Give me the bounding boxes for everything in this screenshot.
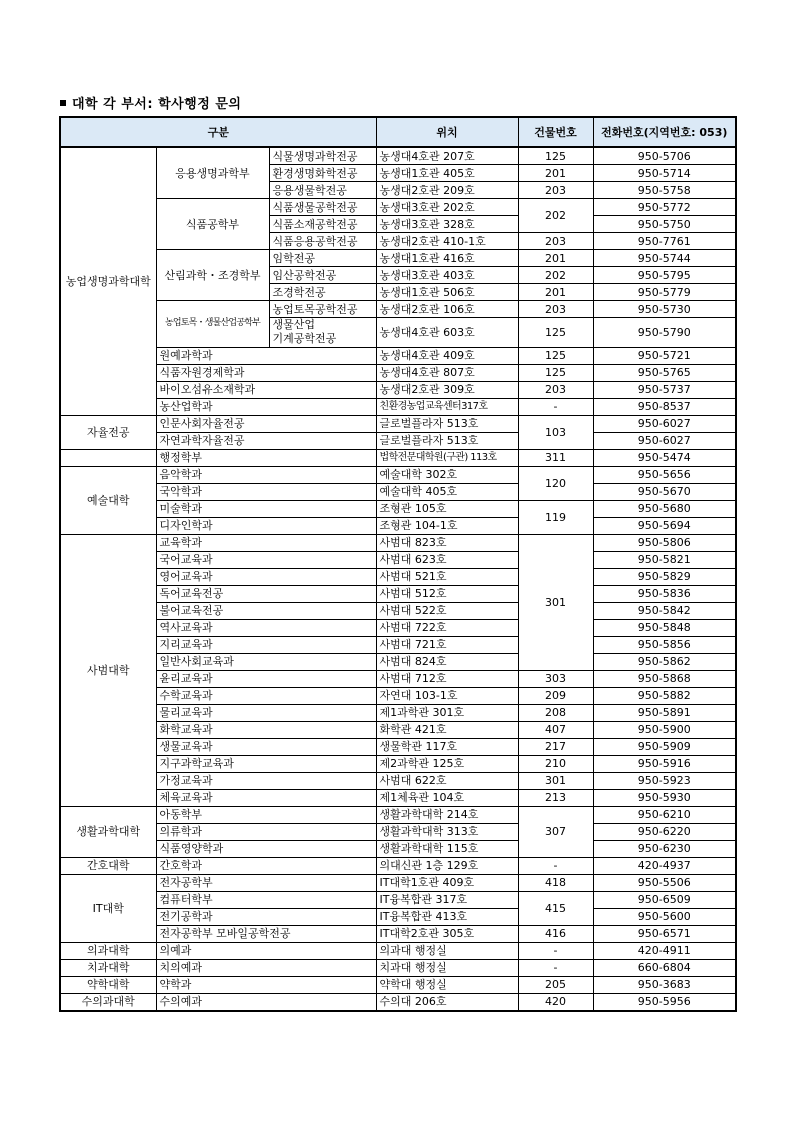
location-cell: 자연대 103-1호 [376,687,518,704]
phone-cell: 950-5842 [593,602,736,619]
table-row [60,517,736,534]
location-cell: 화학관 421호 [376,721,518,738]
contact-table [59,116,737,1012]
phone-cell: 950-6509 [593,891,736,908]
table-row [60,908,736,925]
phone-cell: 950-5730 [593,301,736,318]
dept-cell: 독어교육전공 [156,585,376,602]
location-cell: 농생대4호관 409호 [376,347,518,364]
dept-cell: 임학전공 [269,250,376,267]
dept-cell: 원예과학과 [156,347,376,364]
dept-cell: 윤리교육과 [156,670,376,687]
phone-cell: 950-5706 [593,147,736,165]
college-cell: 약학대학 [60,976,156,993]
phone-cell: 950-5868 [593,670,736,687]
table-row [60,721,736,738]
dept-cell: 전기공학과 [156,908,376,925]
dept-cell: 수의예과 [156,993,376,1011]
location-cell: 농생대4호관 207호 [376,147,518,165]
table-row [60,840,736,857]
college-cell: 생활과학대학 [60,806,156,857]
building-cell: 201 [518,165,593,182]
building-cell: 307 [518,806,593,857]
dept-cell: 의류학과 [156,823,376,840]
building-cell: 203 [518,381,593,398]
building-cell: 120 [518,466,593,500]
phone-cell: 950-5856 [593,636,736,653]
phone-cell: 950-5891 [593,704,736,721]
table-row [60,619,736,636]
phone-cell: 950-5806 [593,534,736,551]
location-cell: 약학대 행정실 [376,976,518,993]
building-cell: 125 [518,364,593,381]
college-cell: 수의과대학 [60,993,156,1011]
phone-cell: 950-5862 [593,653,736,670]
dept-cell: 아동학부 [156,806,376,823]
phone-cell: 950-5737 [593,381,736,398]
table-row [60,755,736,772]
phone-cell: 950-5750 [593,216,736,233]
dept-cell: 미술학과 [156,500,376,517]
location-cell: 농생대3호관 328호 [376,216,518,233]
phone-cell: 950-5836 [593,585,736,602]
building-cell: - [518,942,593,959]
dept-cell: 인문사회자율전공 [156,415,376,432]
group-cell: 산림과학・조경학부 [156,250,269,301]
phone-cell: 950-5821 [593,551,736,568]
phone-cell: 950-5848 [593,619,736,636]
table-row [60,381,736,398]
location-cell: 농생대4호관 807호 [376,364,518,381]
location-cell: 사범대 824호 [376,653,518,670]
table-row [60,942,736,959]
location-cell: 농생대2호관 309호 [376,381,518,398]
location-cell: 농생대1호관 506호 [376,284,518,301]
phone-cell: 950-8537 [593,398,736,415]
header-location: 위치 [376,117,518,147]
building-cell: 125 [518,147,593,165]
group-cell: 농업토목・생물산업공학부 [156,301,269,348]
table-row [60,534,736,551]
table-row [60,789,736,806]
bullet-square-icon [60,100,66,106]
dept-cell: 생물교육과 [156,738,376,755]
location-cell: 농생대3호관 202호 [376,199,518,216]
building-cell: 125 [518,347,593,364]
table-row [60,891,736,908]
building-cell: 311 [518,449,593,466]
dept-cell: 환경생명화학전공 [269,165,376,182]
college-cell: 치과대학 [60,959,156,976]
phone-cell: 950-5506 [593,874,736,891]
location-cell: 글로벌플라자 513호 [376,415,518,432]
dept-cell: 행정학부 [156,449,376,466]
header-dept: 구분 [60,117,376,147]
table-row [60,857,736,874]
building-cell: 217 [518,738,593,755]
location-cell: 수의대 206호 [376,993,518,1011]
phone-cell: 420-4937 [593,857,736,874]
page-title [60,93,241,112]
location-cell: 사범대 623호 [376,551,518,568]
location-cell: 사범대 823호 [376,534,518,551]
dept-cell: 역사교육과 [156,619,376,636]
table-row [60,704,736,721]
table-row [60,823,736,840]
dept-cell: 음악학과 [156,466,376,483]
phone-cell: 950-5923 [593,772,736,789]
table-header-row [60,117,736,147]
phone-cell: 950-5956 [593,993,736,1011]
location-cell: 친환경농업교육센터317호 [376,398,518,415]
phone-cell: 950-5909 [593,738,736,755]
dept-cell: 식품영양학과 [156,840,376,857]
phone-cell: 950-3683 [593,976,736,993]
building-cell: 202 [518,267,593,284]
table-row [60,147,736,165]
dept-cell: 가정교육과 [156,772,376,789]
location-cell: 예술대학 405호 [376,483,518,500]
location-cell: 제1과학관 301호 [376,704,518,721]
header-building: 건물번호 [518,117,593,147]
phone-cell: 950-5900 [593,721,736,738]
phone-cell: 950-5765 [593,364,736,381]
dept-cell: 임산공학전공 [269,267,376,284]
table-row [60,301,736,318]
table-row [60,398,736,415]
table-row [60,449,736,466]
building-cell: 420 [518,993,593,1011]
location-cell: 생활과학대학 313호 [376,823,518,840]
table-row [60,364,736,381]
location-cell: IT융복합관 317호 [376,891,518,908]
dept-cell: 체육교육과 [156,789,376,806]
location-cell: 농생대3호관 403호 [376,267,518,284]
college-cell-empty [60,449,156,466]
dept-cell: 물리교육과 [156,704,376,721]
table-row [60,466,736,483]
dept-cell: 식품자원경제학과 [156,364,376,381]
table-row [60,483,736,500]
table-row [60,551,736,568]
building-cell: 208 [518,704,593,721]
phone-cell: 950-7761 [593,233,736,250]
location-cell: 사범대 722호 [376,619,518,636]
phone-cell: 950-5744 [593,250,736,267]
phone-cell: 950-5790 [593,318,736,348]
location-cell: 조형관 105호 [376,500,518,517]
phone-cell: 950-5714 [593,165,736,182]
table-row [60,806,736,823]
college-cell: 예술대학 [60,466,156,534]
dept-cell: 식물생명과학전공 [269,147,376,165]
table-row [60,959,736,976]
building-cell: 213 [518,789,593,806]
phone-cell: 950-5930 [593,789,736,806]
building-cell: 125 [518,318,593,348]
dept-cell: 수학교육과 [156,687,376,704]
building-cell: 210 [518,755,593,772]
location-cell: IT융복합관 413호 [376,908,518,925]
header-phone: 전화번호(지역번호: 053) [593,117,736,147]
phone-cell: 950-5795 [593,267,736,284]
phone-cell: 950-6220 [593,823,736,840]
dept-cell: 지구과학교육과 [156,755,376,772]
phone-cell: 950-5670 [593,483,736,500]
building-cell: 303 [518,670,593,687]
dept-cell: 식품응용공학전공 [269,233,376,250]
group-cell: 응용생명과학부 [156,147,269,199]
college-cell: 농업생명과학대학 [60,147,156,415]
table-row [60,602,736,619]
dept-cell: 불어교육전공 [156,602,376,619]
building-cell: 209 [518,687,593,704]
college-cell: 간호대학 [60,857,156,874]
building-cell: 415 [518,891,593,925]
dept-cell: 응용생물학전공 [269,182,376,199]
table-row [60,636,736,653]
phone-cell: 950-6027 [593,432,736,449]
dept-cell: 영어교육과 [156,568,376,585]
dept-cell: 치의예과 [156,959,376,976]
location-cell: 사범대 622호 [376,772,518,789]
phone-cell: 950-5916 [593,755,736,772]
building-cell: 201 [518,284,593,301]
building-cell: 301 [518,534,593,670]
location-cell: 농생대1호관 405호 [376,165,518,182]
building-cell: 201 [518,250,593,267]
location-cell: 농생대2호관 209호 [376,182,518,199]
dept-cell: 화학교육과 [156,721,376,738]
location-cell: 사범대 512호 [376,585,518,602]
table-row [60,925,736,942]
building-cell: 418 [518,874,593,891]
location-cell: 농생대2호관 410-1호 [376,233,518,250]
dept-cell: 자연과학자율전공 [156,432,376,449]
table-row [60,347,736,364]
table-row [60,976,736,993]
college-cell: IT대학 [60,874,156,942]
dept-cell: 생물산업 기계공학전공 [269,318,376,348]
phone-cell: 950-5721 [593,347,736,364]
table-row [60,415,736,432]
location-cell: 치과대 행정실 [376,959,518,976]
phone-cell: 950-5474 [593,449,736,466]
building-cell: 416 [518,925,593,942]
location-cell: 농생대2호관 106호 [376,301,518,318]
table-row [60,993,736,1011]
phone-cell: 950-6027 [593,415,736,432]
building-cell: 205 [518,976,593,993]
table-row [60,772,736,789]
location-cell: 사범대 522호 [376,602,518,619]
location-cell: 생물학관 117호 [376,738,518,755]
building-cell: 407 [518,721,593,738]
page-title-text: 대학 각 부서: 학사행정 문의 [72,97,242,112]
phone-cell: 950-5779 [593,284,736,301]
location-cell: 의과대 행정실 [376,942,518,959]
dept-cell: 식품소재공학전공 [269,216,376,233]
building-cell: - [518,398,593,415]
location-cell: 농생대4호관 603호 [376,318,518,348]
location-cell: 예술대학 302호 [376,466,518,483]
building-cell: 203 [518,233,593,250]
college-cell: 사범대학 [60,534,156,806]
phone-cell: 950-5600 [593,908,736,925]
phone-cell: 950-5772 [593,199,736,216]
location-cell: IT대학2호관 305호 [376,925,518,942]
building-cell: 301 [518,772,593,789]
dept-cell: 조경학전공 [269,284,376,301]
dept-cell: 일반사회교육과 [156,653,376,670]
group-cell: 식품공학부 [156,199,269,250]
phone-cell: 420-4911 [593,942,736,959]
phone-cell: 950-5829 [593,568,736,585]
table-row [60,738,736,755]
location-cell: IT대학1호관 409호 [376,874,518,891]
table-row [60,585,736,602]
dept-cell: 농산업학과 [156,398,376,415]
phone-cell: 950-5758 [593,182,736,199]
table-row [60,432,736,449]
dept-cell: 전자공학부 [156,874,376,891]
dept-cell: 교육학과 [156,534,376,551]
table-row [60,500,736,517]
location-cell: 사범대 721호 [376,636,518,653]
table-row [60,687,736,704]
building-cell: 103 [518,415,593,449]
dept-cell: 국어교육과 [156,551,376,568]
building-cell: - [518,857,593,874]
phone-cell: 660-6804 [593,959,736,976]
location-cell: 제1체육관 104호 [376,789,518,806]
dept-cell: 약학과 [156,976,376,993]
dept-cell: 전자공학부 모바일공학전공 [156,925,376,942]
building-cell: - [518,959,593,976]
phone-cell: 950-6230 [593,840,736,857]
dept-cell: 농업토목공학전공 [269,301,376,318]
location-cell: 생활과학대학 115호 [376,840,518,857]
building-cell: 203 [518,301,593,318]
phone-cell: 950-5680 [593,500,736,517]
table-row [60,199,736,216]
location-cell: 법학전문대학원(구관) 113호 [376,449,518,466]
phone-cell: 950-5694 [593,517,736,534]
building-cell: 119 [518,500,593,534]
location-cell: 조형관 104-1호 [376,517,518,534]
dept-cell: 국악학과 [156,483,376,500]
phone-cell: 950-6210 [593,806,736,823]
table-row [60,568,736,585]
phone-cell: 950-5656 [593,466,736,483]
dept-cell: 지리교육과 [156,636,376,653]
table-row [60,874,736,891]
college-cell: 의과대학 [60,942,156,959]
dept-cell: 컴퓨터학부 [156,891,376,908]
location-cell: 제2과학관 125호 [376,755,518,772]
location-cell: 생활과학대학 214호 [376,806,518,823]
location-cell: 글로벌플라자 513호 [376,432,518,449]
location-cell: 농생대1호관 416호 [376,250,518,267]
table-row [60,653,736,670]
dept-cell: 디자인학과 [156,517,376,534]
phone-cell: 950-6571 [593,925,736,942]
location-cell: 사범대 521호 [376,568,518,585]
location-cell: 사범대 712호 [376,670,518,687]
college-cell: 자율전공 [60,415,156,449]
dept-cell: 바이오섬유소재학과 [156,381,376,398]
building-cell: 203 [518,182,593,199]
phone-cell: 950-5882 [593,687,736,704]
table-row [60,670,736,687]
table-row [60,250,736,267]
dept-cell: 간호학과 [156,857,376,874]
building-cell: 202 [518,199,593,233]
dept-cell: 의예과 [156,942,376,959]
dept-cell: 식품생물공학전공 [269,199,376,216]
location-cell: 의대신관 1층 129호 [376,857,518,874]
